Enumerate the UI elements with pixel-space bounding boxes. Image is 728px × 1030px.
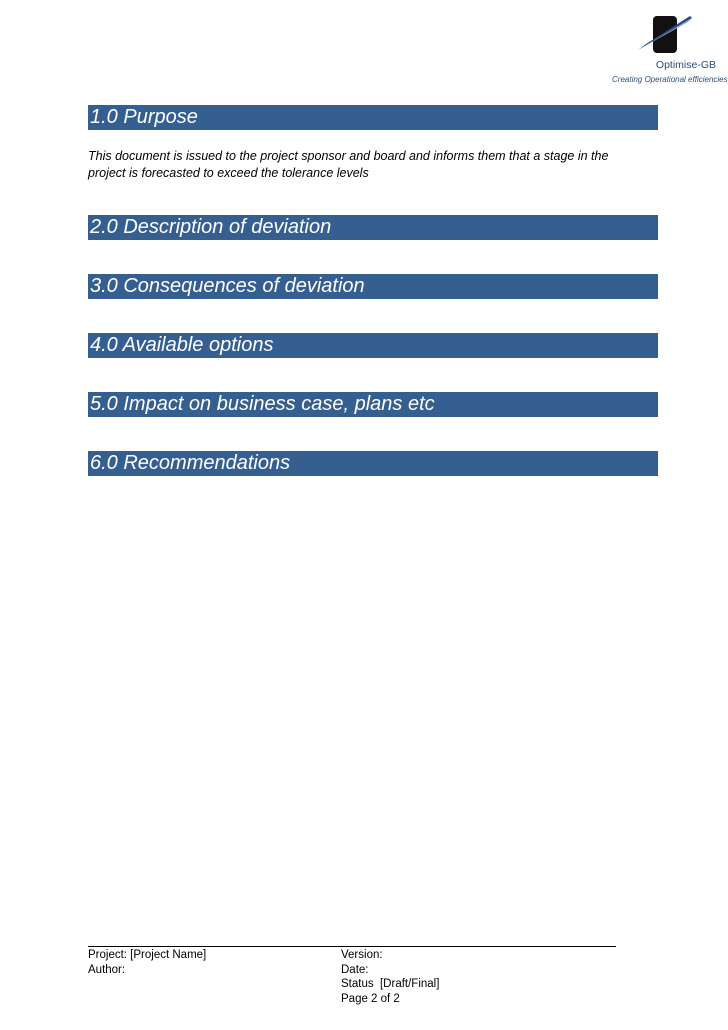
section-title: 1.0 Purpose <box>90 106 198 128</box>
footer-page: Page 2 of 2 <box>341 992 400 1005</box>
section-title: 3.0 Consequences of deviation <box>90 275 365 297</box>
footer-status: Status [Draft/Final] <box>341 978 440 990</box>
section-heading-description <box>88 215 658 240</box>
section-heading-options <box>88 333 658 358</box>
section-title: 6.0 Recommendations <box>90 452 291 474</box>
section-heading-consequences <box>88 274 658 299</box>
section-title: 5.0 Impact on business case, plans etc <box>90 393 435 415</box>
footer-left <box>88 948 206 977</box>
footer-date: Date: <box>341 963 369 976</box>
footer-author: Author: <box>88 963 126 976</box>
section-title: 4.0 Available options <box>90 334 274 356</box>
company-logo <box>612 14 728 90</box>
footer-divider <box>88 946 616 947</box>
section-heading-recommendations <box>88 451 658 476</box>
purpose-body: This document is issued to the project sponsor and board and informs them that a stage in the project is forecasted to exceed the tolerance levels <box>88 149 609 180</box>
logo-name: Optimise-GB <box>655 59 716 71</box>
optimise-logo-icon <box>638 14 692 56</box>
section-title: 2.0 Description of deviation <box>90 216 332 238</box>
footer-version: Version: <box>341 949 383 961</box>
footer-right <box>341 948 439 1006</box>
section-heading-purpose <box>88 105 658 130</box>
logo-tagline: Creating Operational efficiencies <box>612 75 728 84</box>
footer-project: Project: [Project Name] <box>88 949 207 961</box>
section-heading-impact <box>88 392 658 417</box>
